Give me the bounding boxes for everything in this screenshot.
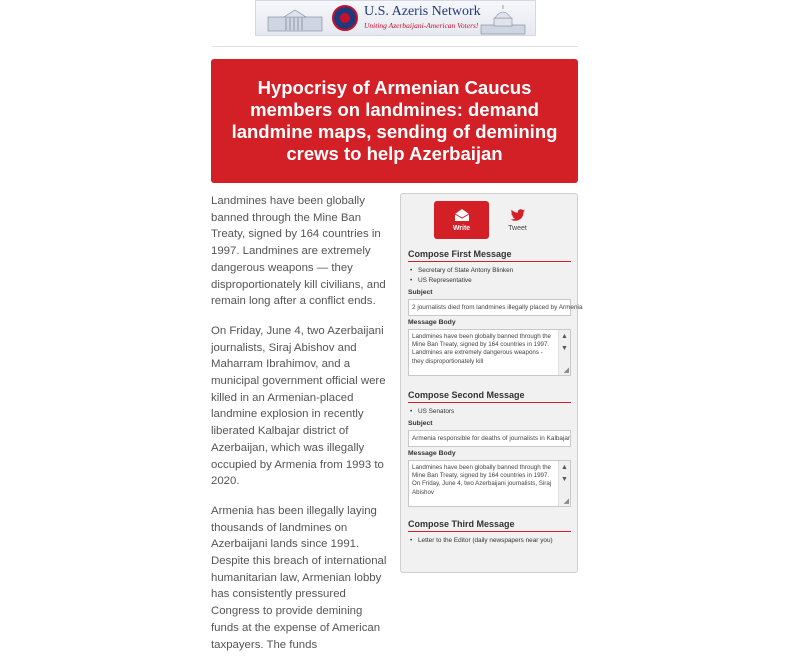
subject-label: Subject [408, 289, 433, 296]
write-label: Write [452, 225, 471, 232]
site-banner[interactable] [255, 0, 536, 36]
brand-name: U.S. Azeris Network [364, 4, 481, 19]
subject-label: Subject [408, 420, 433, 427]
compose-third-heading: Compose Third Message [408, 519, 571, 532]
envelope-icon [454, 208, 470, 222]
tweet-label: Tweet [508, 224, 527, 232]
message-body-label: Message Body [408, 450, 456, 457]
scroll-down-icon[interactable]: ▼ [561, 476, 568, 483]
capitol-icon [477, 3, 529, 35]
message-body-text: Landmines have been globally banned through the Mine Ban Treaty, signed by 164 countries in 1997. On Friday, June 4, two Azerbaijani journalists, Siraj Abishov [412, 464, 552, 496]
subject-input[interactable]: Armenia responsible for deaths of journalists in Kalbajar [408, 430, 571, 447]
page-title: Hypocrisy of Armenian Caucus members on landmines: demand landmine maps, sending of demining crews to help Azerbaijan [231, 77, 558, 164]
message-body-textarea[interactable] [408, 460, 571, 507]
article-paragraph: Armenia has been illegally laying thousands of landmines on Azerbaijani lands since 1991. Despite this breach of international humanitarian law, Armenian lobby has consistently pressured Congress to provide demining funds at the expense of American taxpayers. The funds [211, 504, 387, 651]
title-banner [211, 59, 578, 183]
recipient-item: • US Representative [408, 276, 571, 286]
recipient-list [408, 536, 571, 546]
network-seal-logo [332, 5, 358, 31]
resize-grip-icon[interactable]: ◢ [563, 367, 569, 374]
compose-second-section [408, 390, 571, 507]
message-body-textarea[interactable] [408, 329, 571, 376]
header-divider [212, 46, 578, 47]
recipient-list [408, 407, 571, 417]
article-body [211, 193, 391, 666]
subject-input[interactable]: 2 journalists died from landmines illegally placed by Armenia [408, 299, 571, 316]
write-button[interactable] [434, 201, 489, 239]
compose-first-heading: Compose First Message [408, 249, 571, 262]
share-tabs [434, 201, 545, 239]
tweet-button[interactable] [490, 201, 545, 239]
white-house-icon [264, 5, 326, 33]
article-paragraph: Landmines have been globally banned through the Mine Ban Treaty, signed by 164 countries in 1997. Landmines are extremely dangerous weapons — they disproportionately kill civilians, and remain long after a conflict ends. [211, 195, 386, 308]
recipient-list [408, 266, 571, 286]
resize-grip-icon[interactable]: ◢ [563, 498, 569, 505]
scroll-up-icon[interactable]: ▲ [561, 464, 568, 471]
recipient-item: • Secretary of State Antony Blinken [408, 266, 571, 276]
compose-third-section [408, 519, 571, 546]
scroll-up-icon[interactable]: ▲ [561, 333, 568, 340]
recipient-item: • US Senators [408, 407, 571, 417]
recipient-item: • Letter to the Editor (daily newspapers near you) [408, 536, 571, 546]
compose-first-section [408, 249, 583, 376]
compose-second-heading: Compose Second Message [408, 390, 571, 403]
brand-tagline: Uniting Azerbaijani-American Voters! [364, 21, 479, 30]
scroll-down-icon[interactable]: ▼ [561, 345, 568, 352]
action-panel [400, 193, 583, 573]
article-paragraph: On Friday, June 4, two Azerbaijani journalists, Siraj Abishov and Maharram Ibrahimov, and a municipal government official were killed in an Armenian-placed landmine explosion in recently liberated Kalbajar district of Azerbaijan, which was illegally occupied by Armenia from 1993 to 2020. [211, 324, 386, 488]
message-body-label: Message Body [408, 319, 456, 326]
twitter-bird-icon [510, 209, 526, 222]
message-body-text: Landmines have been globally banned through the Mine Ban Treaty, signed by 164 countries in 1997. Landmines are extremely dangerous weapons - they disproportionately kill [412, 333, 551, 365]
